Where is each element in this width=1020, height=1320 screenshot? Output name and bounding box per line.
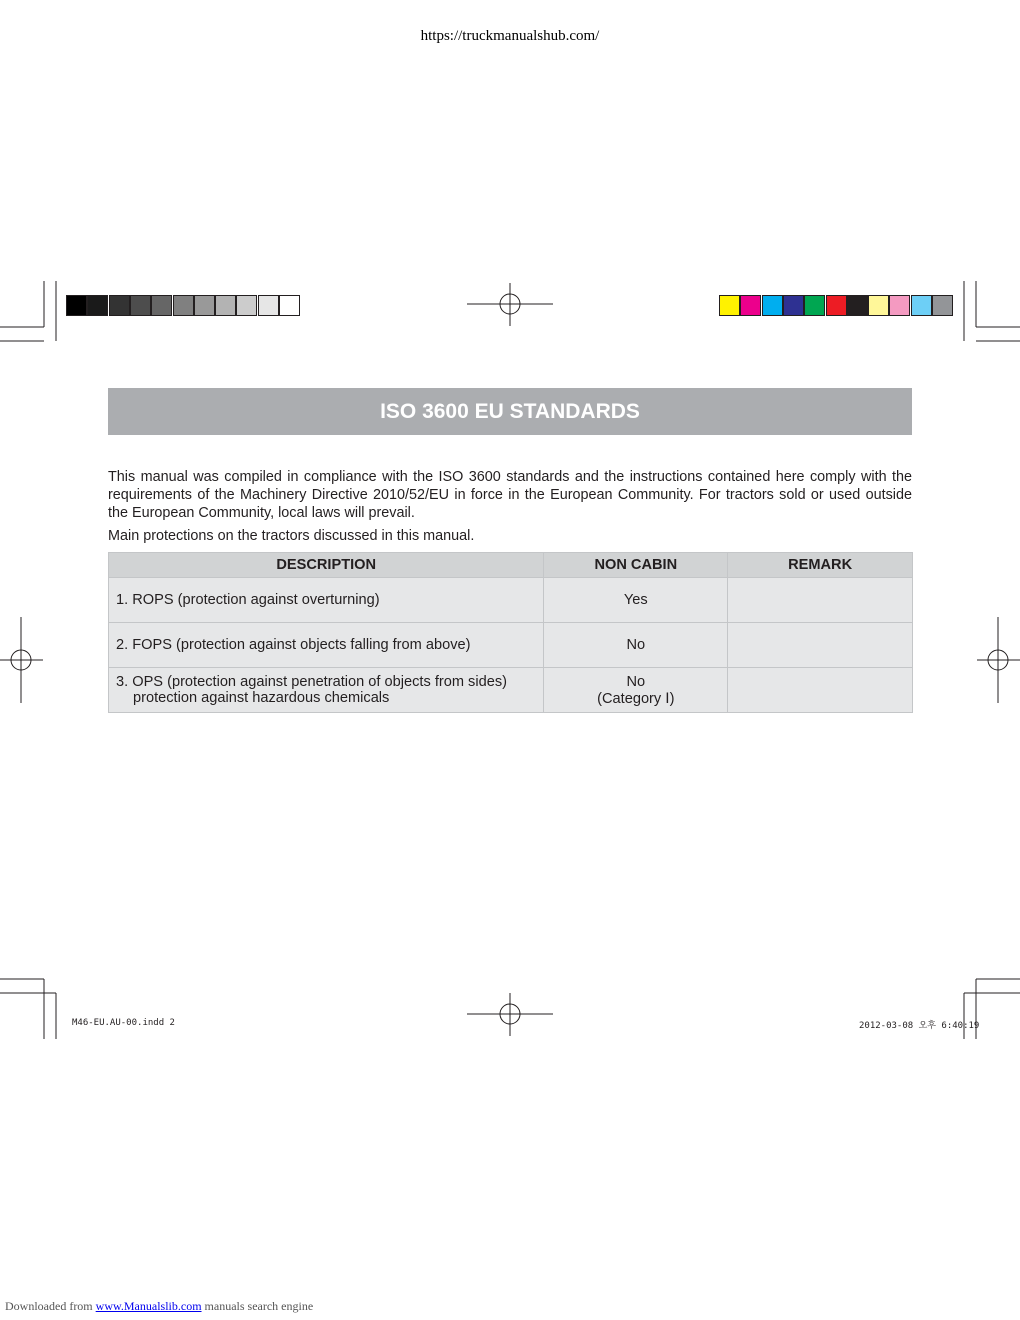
header-remark: REMARK [728,553,913,578]
calibration-swatch [762,295,783,316]
row-remark [728,578,913,623]
row-remark [728,623,913,668]
calibration-swatch [826,295,847,316]
calibration-swatch [258,295,279,316]
intro-paragraph: This manual was compiled in compliance with the ISO 3600 standards and the instructions contained here comply with the requirements of the Machinery Directive 2010/52/EU in force in the European Community. For tractors sold or used outside the European Community, local laws will prevail. [108,469,912,522]
calibration-swatch [236,295,257,316]
protections-intro: Main protections on the tractors discussed in this manual. [108,528,475,544]
row-remark [728,668,913,713]
slug-timestamp: 2012-03-08 오후 6:40:19 [859,1021,980,1031]
row-description-line1: 3. OPS (protection against penetration of objects from sides) [116,674,507,690]
footer [5,1299,313,1314]
calibration-swatch [868,295,889,316]
row-non-cabin-line2: (Category Ⅰ) [597,690,675,707]
calibration-swatch [66,295,87,316]
calibration-swatch [215,295,236,316]
calibration-swatch [194,295,215,316]
row-non-cabin: Yes [544,578,728,623]
protections-table [108,552,913,713]
footer-prefix: Downloaded from [5,1299,93,1313]
calibration-swatch [804,295,825,316]
calibration-swatch [151,295,172,316]
row-description [109,668,544,713]
calibration-swatch [173,295,194,316]
row-description: 2. FOPS (protection against objects falling from above) [109,623,544,668]
calibration-swatch [109,295,130,316]
table-row [109,578,913,623]
calibration-swatch [889,295,910,316]
row-non-cabin [544,668,728,713]
header-non-cabin: NON CABIN [544,553,728,578]
header-description: DESCRIPTION [109,553,544,578]
slug-filename: M46-EU.AU-00.indd 2 [72,1018,175,1028]
calibration-swatch [279,295,300,316]
source-url: https://truckmanualshub.com/ [420,28,600,44]
table-row [109,668,913,713]
calibration-swatch [130,295,151,316]
row-non-cabin-line1: No [626,673,646,690]
table-row [109,623,913,668]
calibration-swatch [740,295,761,316]
row-description-line2: protection against hazardous chemicals [133,690,390,706]
calibration-swatch [911,295,932,316]
footer-suffix: manuals search engine [204,1299,314,1313]
section-title: ISO 3600 EU STANDARDS [108,388,912,435]
footer-link[interactable]: www.Manualslib.com [95,1299,202,1313]
calibration-swatch [932,295,953,316]
calibration-swatch [87,295,108,316]
table-header-row [109,553,913,578]
calibration-swatch [783,295,804,316]
row-non-cabin: No [544,623,728,668]
calibration-swatch [847,295,868,316]
calibration-swatch [719,295,740,316]
row-description: 1. ROPS (protection against overturning) [109,578,544,623]
